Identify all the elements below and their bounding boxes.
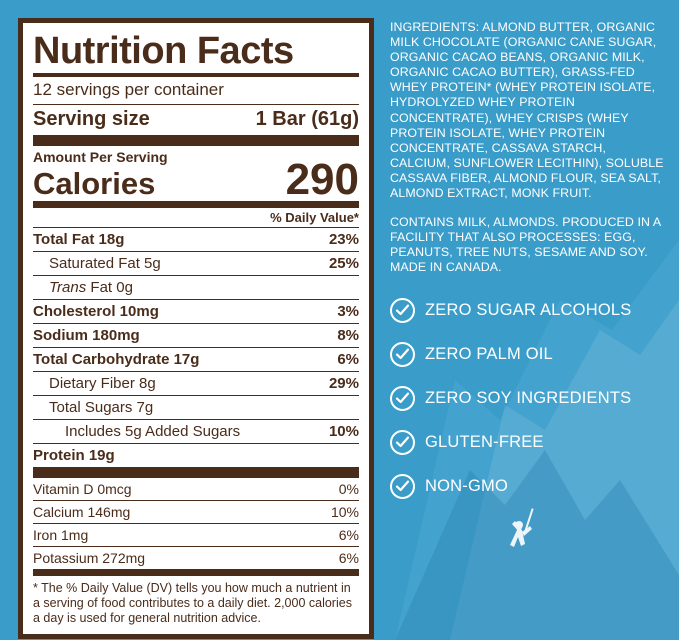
nutrient-name: Trans Fat 0g: [49, 279, 133, 296]
check-circle-icon: [390, 430, 415, 455]
daily-value-header: % Daily Value*: [270, 210, 359, 225]
servings-per-container: 12 servings per container: [33, 80, 224, 99]
claim-item: [390, 342, 666, 367]
vitamin-daily-value: 6%: [338, 550, 359, 566]
vitamin-row: [33, 524, 359, 547]
nutrient-name: Sodium 180mg: [33, 327, 140, 344]
vitamin-name: Vitamin D 0mcg: [33, 481, 132, 497]
nutrient-row: [33, 348, 359, 372]
nutrient-name: Total Sugars 7g: [49, 399, 154, 416]
nutrient-row: [33, 444, 359, 467]
nutrient-name: Total Fat 18g: [33, 231, 125, 248]
divider: [33, 467, 359, 478]
nutrient-row: [33, 276, 359, 300]
daily-value-footnote: * The % Daily Value (DV) tells you how much a nutrient in a serving of food contributes to a daily diet. 2,000 calories a day is used for general nutrition advice.: [33, 581, 352, 625]
vitamin-daily-value: 0%: [338, 481, 359, 497]
amount-per-serving-label: Amount Per Serving: [33, 149, 168, 165]
check-circle-icon: [390, 386, 415, 411]
nutrition-facts-title: Nutrition Facts: [33, 30, 294, 72]
nutrient-daily-value: 3%: [337, 303, 359, 320]
nutrient-name: Total Carbohydrate 17g: [33, 351, 200, 368]
vitamin-name: Potassium 272mg: [33, 550, 146, 566]
claim-label: ZERO SUGAR ALCOHOLS: [425, 300, 632, 319]
vitamin-daily-value: 10%: [330, 504, 359, 520]
nutrient-daily-value: 8%: [337, 327, 359, 344]
nutrient-name: Saturated Fat 5g: [49, 255, 161, 272]
nutrient-daily-value: 23%: [328, 231, 359, 248]
nutrient-row: [33, 396, 359, 420]
vitamin-row: [33, 501, 359, 524]
vitamin-row: [33, 478, 359, 501]
nutrient-rows: [33, 228, 359, 467]
calories-label: Calories: [33, 166, 156, 201]
check-circle-icon: [390, 474, 415, 499]
nutrient-name: Protein 19g: [33, 447, 115, 464]
claim-label: NON-GMO: [425, 476, 508, 495]
divider: [33, 135, 359, 146]
vitamin-row: [33, 547, 359, 569]
allergen-statement: CONTAINS MILK, ALMONDS. PRODUCED IN A FACILITY THAT ALSO PROCESSES: EGG, PEANUTS, TREE NUTS, SESAME AND SOY.: [390, 215, 661, 260]
serving-size-label: Serving size: [33, 108, 150, 130]
vitamin-name: Iron 1mg: [33, 527, 89, 543]
nutrient-name: Includes 5g Added Sugars: [65, 423, 241, 440]
nutrient-row: [33, 420, 359, 444]
vitamin-daily-value: 6%: [338, 527, 359, 543]
nutrient-row: [33, 252, 359, 276]
ingredients-list: INGREDIENTS: ALMOND BUTTER, ORGANIC MILK CHOCOLATE (ORGANIC CANE SUGAR, ORGANIC CACAO BEANS, ORGANIC MILK, ORGANIC CACAO BUTTER), GRASS-FED WHEY PROTEIN* (WHEY PROTEIN ISOLATE, HYDROLYZED WHEY PROTEIN CONCENTRATE), WHEY CRISPS (WHEY PROTEIN ISOLATE, WHEY PROTEIN CONCENTRATE, CASSAVA STARCH, CALCIUM, SUNFLOWER LECITHIN), SOLUBLE CASSAVA FIBER, ALMOND FLOUR, SEA SALT, ALMOND EXTRACT, MONK FRUIT.: [390, 20, 664, 201]
country-of-origin: MADE IN CANADA.: [390, 260, 502, 275]
product-info-column: [390, 20, 666, 518]
nutrient-name: Dietary Fiber 8g: [49, 375, 156, 392]
product-claims-list: [390, 298, 666, 499]
nutrient-row: [33, 228, 359, 252]
claim-label: ZERO PALM OIL: [425, 344, 553, 363]
nutrient-daily-value: 25%: [328, 255, 359, 272]
claim-label: ZERO SOY INGREDIENTS: [425, 388, 632, 407]
nutrient-row: [33, 372, 359, 396]
claim-item: [390, 474, 666, 499]
serving-size-row: [33, 105, 359, 135]
claim-label: GLUTEN-FREE: [425, 432, 544, 451]
check-circle-icon: [390, 342, 415, 367]
claim-item: [390, 298, 666, 323]
nutrient-daily-value: 10%: [328, 423, 359, 440]
nutrient-name: Cholesterol 10mg: [33, 303, 159, 320]
nutrient-row: [33, 324, 359, 348]
check-circle-icon: [390, 298, 415, 323]
vitamin-rows: [33, 478, 359, 569]
claim-item: [390, 386, 666, 411]
claim-item: [390, 430, 666, 455]
serving-size-value: 1 Bar (61g): [255, 108, 359, 130]
nutrient-daily-value: 29%: [328, 375, 359, 392]
nutrient-daily-value: 6%: [337, 351, 359, 368]
nutrition-facts-panel: [18, 18, 374, 639]
calories-value: 290: [285, 155, 359, 204]
nutrient-row: [33, 300, 359, 324]
divider: [33, 569, 359, 576]
vitamin-name: Calcium 146mg: [33, 504, 131, 520]
